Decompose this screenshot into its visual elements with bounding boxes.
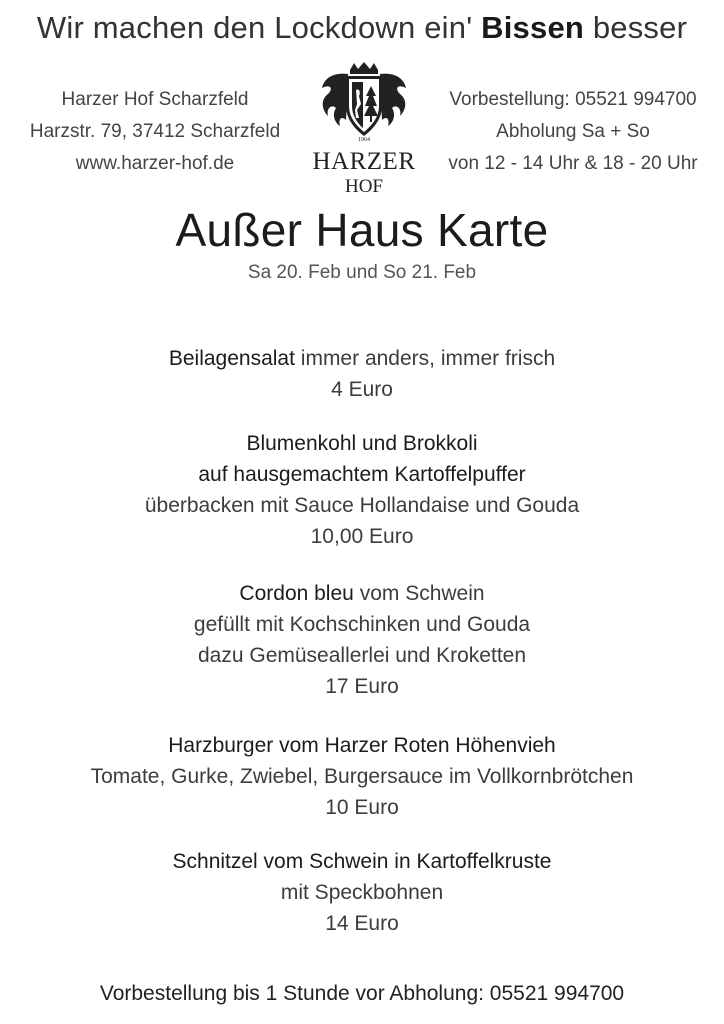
logo-year: 1964: [358, 137, 370, 143]
menu-item-name: Schnitzel vom Schwein in Kartoffelkruste: [172, 850, 552, 873]
menu-item-price: 14 Euro: [325, 912, 399, 935]
harzer-hof-logo: [312, 60, 416, 200]
menu-item-detail: dazu Gemüseallerlei und Kroketten: [197, 644, 527, 667]
tagline-bold-word: Bissen: [481, 10, 585, 45]
restaurant-name: Harzer Hof Scharzfeld: [61, 89, 249, 110]
menu-item: [0, 730, 724, 823]
menu-item-detail: mit Speckbohnen: [280, 881, 444, 904]
menu-item-detail: gefüllt mit Kochschinken und Gouda: [193, 613, 531, 636]
menu-item-price: 10,00 Euro: [310, 525, 414, 548]
order-info-block: [428, 84, 718, 180]
menu-date: Sa 20. Feb und So 21. Feb: [247, 262, 477, 283]
footer-preorder-note: Vorbestellung bis 1 Stunde vor Abholung: 05521 994700: [99, 982, 625, 1005]
logo-text-harzer: HARZER: [312, 148, 416, 175]
menu-item-name: Harzburger vom Harzer Roten Höhenvieh: [168, 734, 556, 757]
menu-item-detail: auf hausgemachtem Kartoffelpuffer: [198, 463, 526, 486]
restaurant-street: Harzstr. 79, 37412 Scharzfeld: [29, 121, 281, 142]
logo-text-hof: HOF: [344, 176, 383, 197]
menu-item-price: 4 Euro: [331, 378, 393, 401]
page-title: Außer Haus Karte: [175, 204, 549, 256]
restaurant-website[interactable]: www.harzer-hof.de: [75, 153, 235, 174]
menu-item-detail: überbacken mit Sauce Hollandaise und Gouda: [144, 494, 580, 517]
preorder-phone: Vorbestellung: 05521 994700: [449, 89, 697, 110]
menu-item-price: 10 Euro: [325, 796, 399, 819]
menu-item-name-suffix: immer anders, immer frisch: [300, 347, 556, 370]
tagline-post: besser: [592, 10, 688, 45]
restaurant-address-block: [0, 84, 310, 180]
menu-item-name-suffix: vom Schwein: [359, 582, 485, 605]
menu-item-detail: Tomate, Gurke, Zwiebel, Burgersauce im Vollkornbrötchen: [90, 765, 634, 788]
pickup-days: Abholung Sa + So: [496, 121, 650, 142]
pickup-hours: von 12 - 14 Uhr & 18 - 20 Uhr: [448, 153, 698, 174]
menu-item: [0, 846, 724, 939]
menu-item: [0, 343, 724, 405]
menu-item: [0, 428, 724, 552]
menu-item: [0, 578, 724, 702]
tagline: [0, 10, 724, 46]
menu-item-price: 17 Euro: [325, 675, 399, 698]
menu-item-name: Beilagensalat: [168, 347, 295, 370]
menu-item-name: Cordon bleu: [239, 582, 354, 605]
tagline-pre: Wir machen den Lockdown ein': [36, 10, 473, 45]
menu-item-name: Blumenkohl und Brokkoli: [246, 432, 478, 455]
